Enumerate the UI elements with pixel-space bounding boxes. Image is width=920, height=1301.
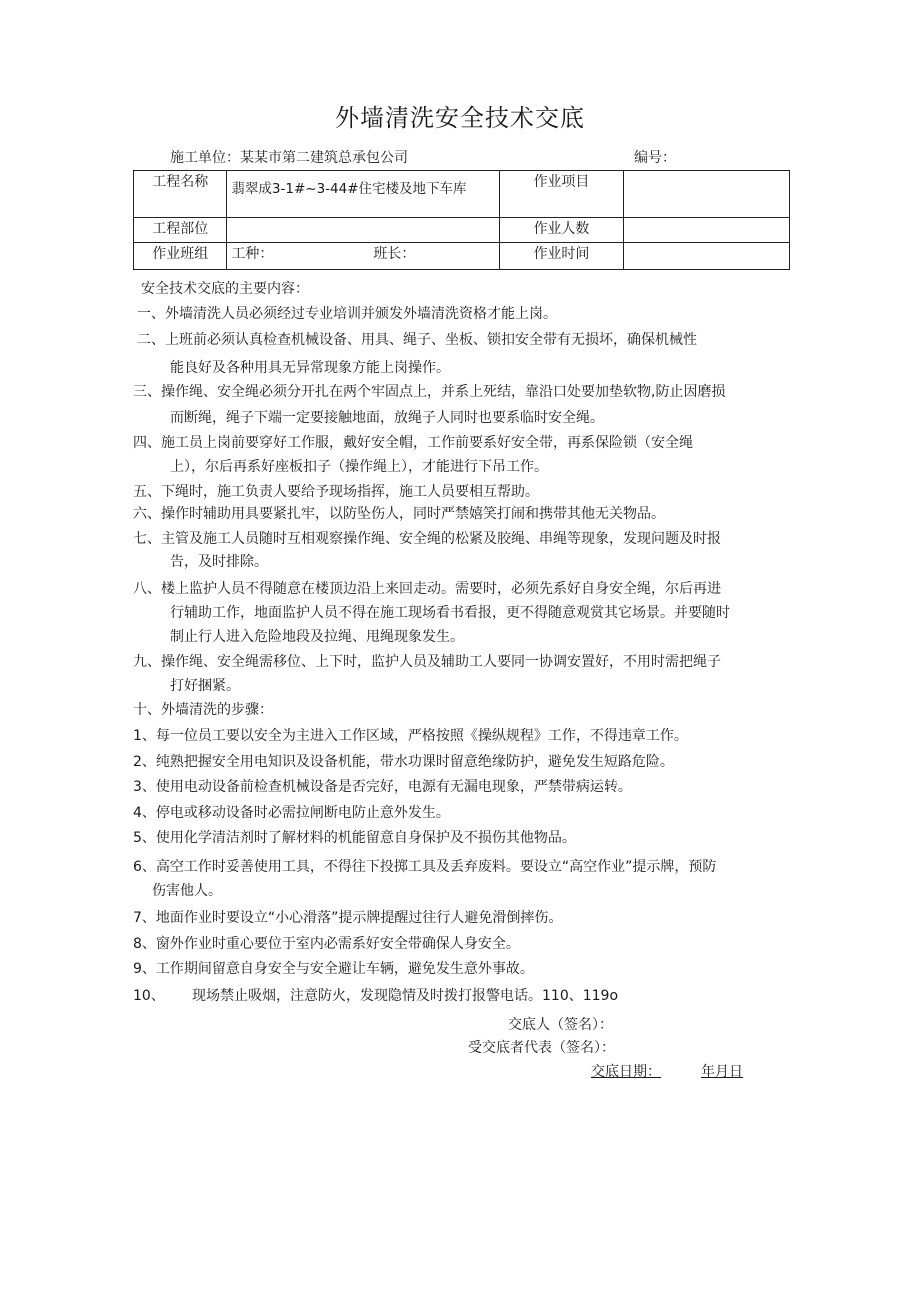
project-name-label: 工程名称 bbox=[134, 171, 227, 218]
part-value bbox=[227, 218, 499, 243]
part-label: 工程部位 bbox=[134, 218, 227, 243]
date-value: 年月日 bbox=[701, 1064, 743, 1080]
content-line: 行辅助工作，地面监护人员不得在施工现场看书看报，更不得随意观赏其它场景。并要随时 bbox=[170, 605, 730, 621]
content-line: 伤害他人。 bbox=[152, 883, 222, 899]
work-item-value bbox=[624, 171, 790, 218]
trade-label: 工种： bbox=[231, 246, 274, 262]
workers-label: 作业人数 bbox=[499, 218, 624, 243]
content-line: 制止行人进入危险地段及拉绳、甩绳现象发生。 bbox=[170, 629, 464, 645]
content-line: 五、下绳时，施工负责人要给予现场指挥，施工人员要相互帮助。 bbox=[133, 484, 539, 500]
unit-label: 施工单位： bbox=[170, 150, 240, 166]
content-line: 六、操作时辅助用具要紧扎牢，以防坠伤人，同时严禁嬉笑打闹和携带其他无关物品。 bbox=[133, 506, 665, 522]
receiver-signature: 受交底者代表（签名）： bbox=[468, 1040, 615, 1056]
content-line: 九、操作绳、安全绳需移位、上下时，监护人员及辅助工人要同一协调安置好，不用时需把绳子 bbox=[133, 654, 721, 670]
team-label: 作业班组 bbox=[134, 243, 227, 270]
content-line: 告，及时排除。 bbox=[170, 554, 268, 570]
content-line: 三、操作绳、安全绳必须分开扎在两个牢固点上，并系上死结，靠沿口处要加垫软物,防止因磨损 bbox=[133, 384, 726, 400]
disclosure-date bbox=[591, 1061, 743, 1081]
serial-number-label: 编号： bbox=[634, 150, 676, 166]
content-line: 二、上班前必须认真检查机械设备、用具、绳子、坐板、锁扣安全带有无损坏，确保机械性 bbox=[137, 332, 697, 348]
content-line: 七、主管及施工人员随时互相观察操作绳、安全绳的松紧及胶绳、串绳等现象，发现问题及时报 bbox=[133, 531, 721, 547]
page-title: 外墙清洗安全技术交底 bbox=[335, 104, 585, 132]
content-line: 1、每一位员工要以安全为主进入工作区域，严格按照《操纵规程》工作，不得违章工作。 bbox=[133, 728, 688, 744]
leader-label: 班长： bbox=[373, 246, 416, 262]
project-info-table bbox=[133, 170, 790, 270]
content-line: 一、外墙清洗人员必须经过专业培训并颁发外墙清洗资格才能上岗。 bbox=[137, 306, 557, 322]
unit-value: 某某市第二建筑总承包公司 bbox=[240, 150, 408, 166]
workers-value bbox=[624, 218, 790, 243]
team-cell bbox=[227, 243, 499, 270]
item10-text: 现场禁止吸烟，注意防火，发现隐情及时拨打报警电话。110、119o bbox=[192, 988, 619, 1004]
content-intro: 安全技术交底的主要内容： bbox=[141, 281, 309, 297]
project-name-value: 翡翠成3-1#~3-44#住宅楼及地下车库 bbox=[231, 181, 467, 197]
content-line: 6、高空工作时妥善使用工具，不得往下投掷工具及丢弃废料。要设立“高空作业”提示牌，预防 bbox=[133, 859, 717, 875]
date-label: 交底日期： bbox=[591, 1064, 661, 1080]
work-item-label: 作业项目 bbox=[499, 171, 624, 218]
content-line: 4、停电或移动设备时必需拉闸断电防止意外发生。 bbox=[133, 805, 450, 821]
item10-number: 10、 bbox=[133, 988, 165, 1004]
content-line: 上），尔后再系好座板扣子（操作绳上），才能进行下吊工作。 bbox=[170, 459, 548, 475]
content-line: 9、工作期间留意自身安全与安全避让车辆，避免发生意外事故。 bbox=[133, 961, 534, 977]
content-line: 四、施工员上岗前要穿好工作服，戴好安全帽，工作前要系好安全带，再系保险锁（安全绳 bbox=[133, 435, 693, 451]
discloser-signature: 交底人（签名）： bbox=[508, 1017, 613, 1033]
time-value bbox=[624, 243, 790, 270]
content-line: 7、地面作业时要设立“小心滑落”提示牌提醒过往行人避免滑倒摔伤。 bbox=[133, 910, 563, 926]
construction-unit bbox=[170, 147, 408, 167]
content-line: 3、使用电动设备前检查机械设备是否完好，电源有无漏电现象，严禁带病运转。 bbox=[133, 779, 632, 795]
content-line: 2、纯熟把握安全用电知识及设备机能，带水功课时留意绝缘防护，避免发生短路危险。 bbox=[133, 754, 674, 770]
content-line: 而断绳，绳子下端一定要接触地面，放绳子人同时也要系临时安全绳。 bbox=[170, 410, 604, 426]
content-line: 打好捆紧。 bbox=[170, 678, 240, 694]
project-name-cell bbox=[227, 171, 499, 218]
content-line: 5、使用化学清洁剂时了解材料的机能留意自身保护及不损伤其他物品。 bbox=[133, 830, 576, 846]
time-label: 作业时间 bbox=[499, 243, 624, 270]
content-line: 十、外墙清洗的步骤： bbox=[133, 702, 273, 718]
content-line: 八、楼上监护人员不得随意在楼顶边沿上来回走动。需要时，必须先系好自身安全绳，尔后再进 bbox=[133, 581, 721, 597]
content-line: 8、窗外作业时重心要位于室内必需系好安全带确保人身安全。 bbox=[133, 936, 520, 952]
content-line: 能良好及各种用具无异常现象方能上岗操作。 bbox=[170, 360, 450, 376]
